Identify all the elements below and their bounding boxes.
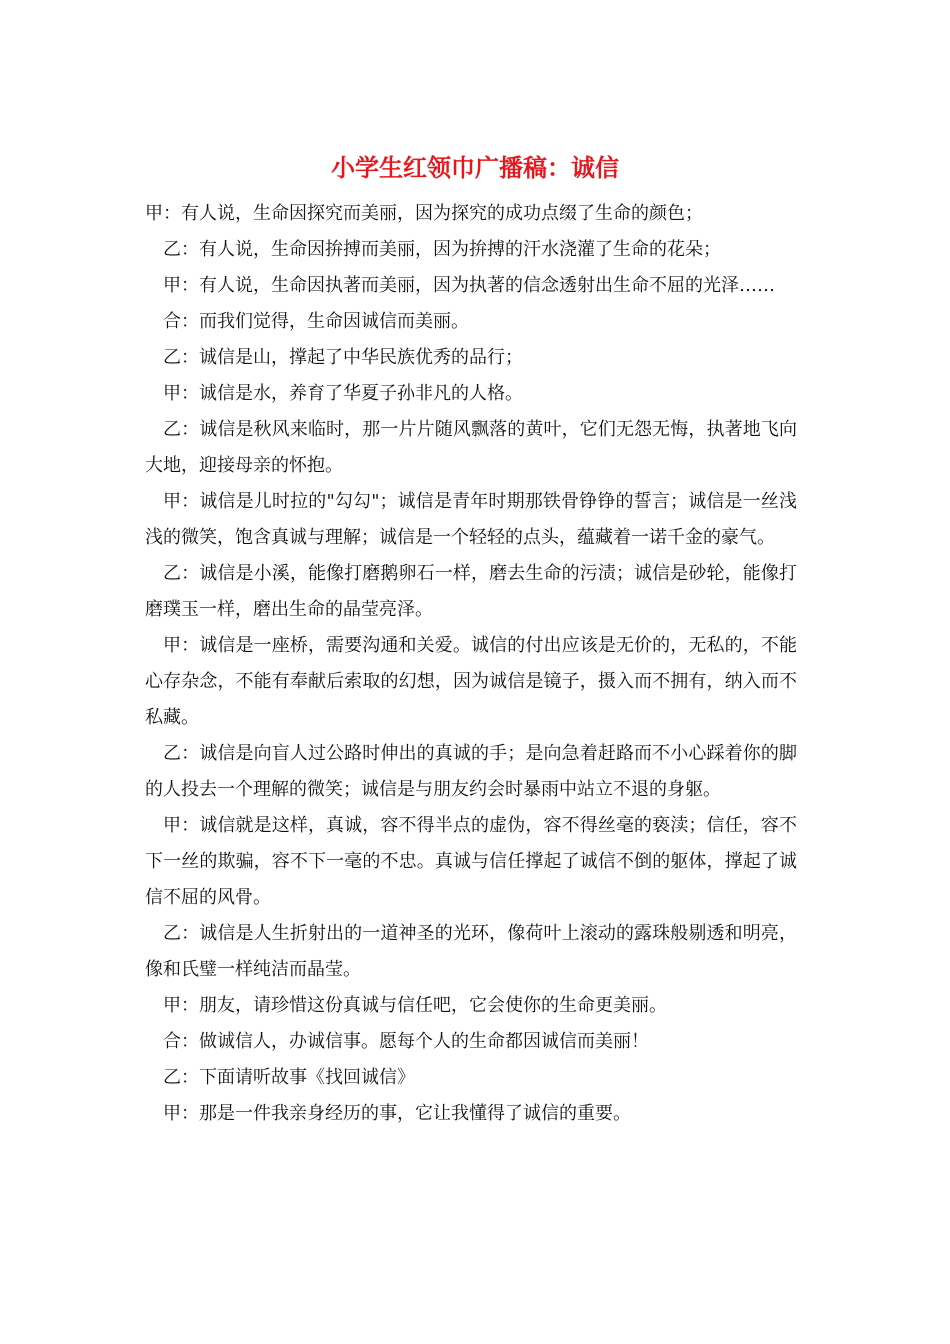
- document-title: 小学生红领巾广播稿：诚信: [331, 153, 619, 182]
- paragraph: 甲：诚信就是这样，真诚，容不得半点的虚伪，容不得丝毫的亵渎；信任，容不下一丝的欺骗，容不下一毫的不忠。真诚与信任撑起了诚信不倒的躯体，撑起了诚信不屈的风骨。: [145, 815, 797, 908]
- paragraph: 合：做诚信人，办诚信事。愿每个人的生命都因诚信而美丽！: [163, 1031, 649, 1052]
- paragraph: 甲：有人说，生命因执著而美丽，因为执著的信念透射出生命不屈的光泽……: [163, 275, 775, 296]
- paragraph: 乙：诚信是向盲人过公路时伸出的真诚的手；是向急着赶路而不小心踩着你的脚的人投去一个理解的微笑；诚信是与朋友约会时暴雨中站立不退的身躯。: [145, 743, 797, 800]
- paragraph: 乙：下面请听故事《找回诚信》: [163, 1067, 415, 1088]
- paragraph: 乙：诚信是小溪，能像打磨鹅卵石一样，磨去生命的污渍；诚信是砂轮，能像打磨璞玉一样，磨出生命的晶莹亮泽。: [145, 563, 797, 620]
- paragraph: 甲：诚信是儿时拉的"勾勾"；诚信是青年时期那铁骨铮铮的誓言；诚信是一丝浅浅的微笑，饱含真诚与理解；诚信是一个轻轻的点头，蕴藏着一诺千金的豪气。: [145, 491, 797, 548]
- paragraph: 乙：有人说，生命因拚搏而美丽，因为拚搏的汗水浇灌了生命的花朵；: [163, 239, 721, 260]
- paragraph: 甲：那是一件我亲身经历的事，它让我懂得了诚信的重要。: [163, 1103, 631, 1124]
- paragraph: 乙：诚信是山，撑起了中华民族优秀的品行；: [163, 347, 523, 368]
- document-body: [145, 196, 797, 1132]
- paragraph: 甲：诚信是水，养育了华夏子孙非凡的人格。: [163, 383, 523, 404]
- paragraph: 乙：诚信是秋风来临时，那一片片随风飘落的黄叶，它们无怨无悔，执著地飞向大地，迎接母亲的怀抱。: [145, 419, 797, 476]
- paragraph: 甲：有人说，生命因探究而美丽，因为探究的成功点缀了生命的颜色；: [145, 203, 703, 224]
- paragraph: 乙：诚信是人生折射出的一道神圣的光环，像荷叶上滚动的露珠般剔透和明亮，像和氏璧一样纯洁而晶莹。: [145, 923, 797, 980]
- paragraph: 甲：诚信是一座桥，需要沟通和关爱。诚信的付出应该是无价的，无私的，不能心存杂念，不能有奉献后索取的幻想，因为诚信是镜子，摄入而不拥有，纳入而不私藏。: [145, 635, 797, 728]
- paragraph: 甲：朋友，请珍惜这份真诚与信任吧，它会使你的生命更美丽。: [163, 995, 667, 1016]
- paragraph: 合：而我们觉得，生命因诚信而美丽。: [163, 311, 469, 332]
